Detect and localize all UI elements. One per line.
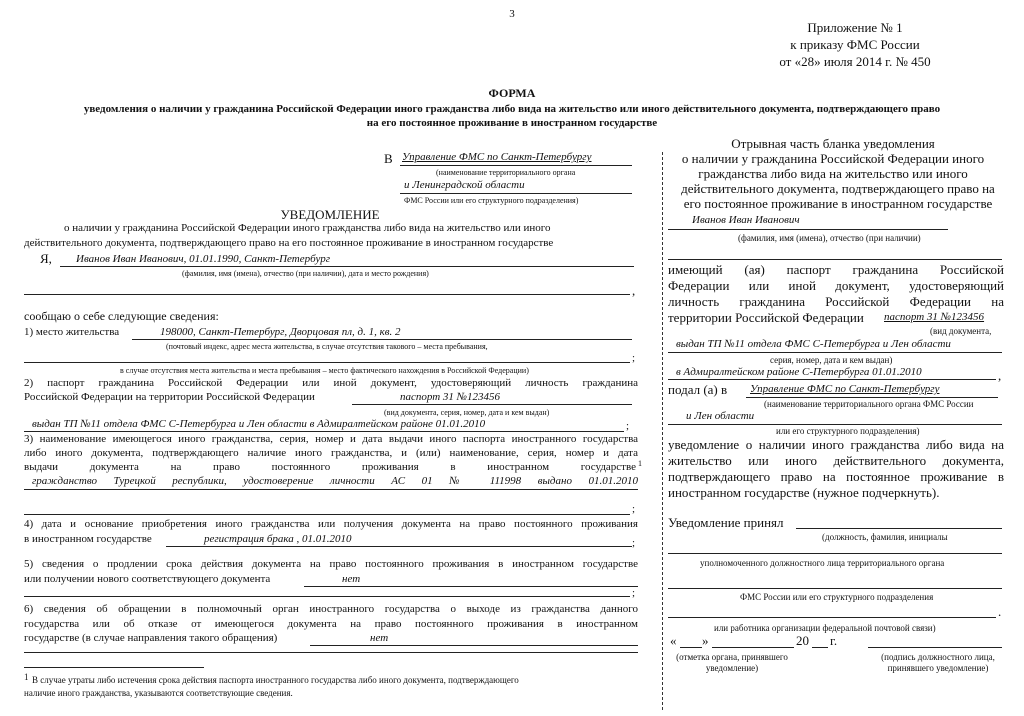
p2-text: 2) паспорт гражданина Российской Федерации или иной документ, удостоверяющий личность гражданина (24, 377, 638, 389)
field-line (668, 424, 1002, 425)
to-field-2[interactable]: и Ленинградской области (404, 179, 525, 191)
p3-text: выдачи документа на право постоянного проживания в иностранном государстве (24, 461, 636, 473)
p1-residence-field[interactable]: 198000, Санкт-Петербург, Дворцовая пл, д. 1, кв. 2 (160, 326, 401, 338)
footnote-separator (24, 667, 204, 668)
field-line (24, 489, 638, 490)
tear-passport-text: имеющий (ая) паспорт гражданина Российской (668, 262, 1004, 277)
notice-title: УВЕДОМЛЕНИЕ (280, 207, 380, 222)
field-line (352, 404, 632, 405)
tear-off-title: о наличии у гражданина Российской Федерации иного (681, 151, 985, 166)
tear-submitted-field[interactable]: Управление ФМС по Санкт-Петербургу (750, 383, 940, 395)
field-line (24, 431, 624, 432)
field-line (796, 528, 1002, 529)
to-hint-2: ФМС России или его структурного подразделения) (404, 196, 579, 205)
field-line (24, 362, 630, 363)
field-line (24, 596, 630, 597)
tear-off-title: гражданства либо вида на жительство или иного (698, 166, 968, 181)
year-suffix: г. (830, 633, 838, 648)
report-text: сообщаю о себе следующие сведения: (24, 309, 219, 323)
p5-text: 5) сведения о продлении срока действия документа на право постоянного проживания в иностранном государстве (24, 558, 638, 570)
tear-submitted-label: подал (а) в (668, 382, 728, 397)
semicolon: ; (626, 420, 630, 432)
p2-passport-field[interactable]: паспорт 31 №123456 (400, 391, 501, 403)
p4-acquisition-field[interactable]: регистрация брака , 01.01.2010 (204, 533, 352, 545)
tear-name-hint: (фамилия, имя (имена), отчество (при наличии) (738, 233, 921, 243)
appendix-line: Приложение № 1 (807, 20, 903, 35)
notice-text: о наличии у гражданина Российской Федерации иного гражданства либо вида на жительство или иного (64, 222, 551, 234)
tear-passport-text: личность гражданина Российской Федерации на (668, 294, 1004, 309)
p5-text: или получении нового соответствующего документа (24, 573, 271, 585)
semicolon: ; (632, 537, 636, 549)
p6-text: 6) сведения об обращении в полномочный орган иностранного государства о выходе из гражданства данного (24, 603, 638, 615)
comma: , (998, 368, 1002, 383)
field-line (400, 165, 632, 166)
tear-notice-text: иностранном государстве (нужное подчеркнуть). (668, 485, 940, 500)
date-close: » (702, 633, 709, 648)
tear-region-field[interactable]: и Лен области (686, 410, 755, 422)
p4-text: в иностранном государстве (24, 533, 152, 545)
tear-passport-text: Федерации или иной документ, удостоверяющий (668, 278, 1004, 293)
tear-doc-hint: (вид документа, (930, 326, 992, 336)
date-month-line (712, 647, 794, 648)
ya-prefix: Я, (40, 251, 52, 266)
to-prefix: В (384, 151, 393, 166)
sign-hint: принявшего уведомление) (887, 663, 989, 673)
field-line (24, 514, 630, 515)
semicolon: ; (632, 503, 636, 515)
fio-hint: (фамилия, имя (имена), отчество (при наличии), дата и место рождения) (182, 269, 429, 278)
p5-renewal-field[interactable]: нет (342, 573, 361, 585)
appendix-line: к приказу ФМС России (790, 37, 920, 52)
form-title: ФОРМА (488, 86, 536, 100)
tear-notice-text: уведомление о наличии иного гражданства либо вида на (668, 437, 1004, 452)
sign-hint: (подпись должностного лица, (881, 652, 995, 662)
field-line (668, 379, 996, 380)
page-number: 3 (509, 8, 515, 20)
field-line (668, 617, 996, 618)
accepted-label: Уведомление принял (668, 515, 784, 530)
tear-passport-text: территории Российской Федерации (668, 310, 864, 325)
tear-notice-text: подтверждающего право на постоянное проживание в (668, 469, 1004, 484)
fms-hint: ФМС России или его структурного подразделения (740, 592, 934, 602)
tear-off-title: действительного документа, подтверждающего право на (681, 181, 995, 196)
field-line (132, 339, 632, 340)
mark-hint: (отметка органа, принявшего (676, 652, 788, 662)
p2-text: Российской Федерации на территории Российской Федерации (24, 391, 315, 403)
footnote-text: наличие иного гражданства, указываются соответствующие сведения. (24, 688, 293, 698)
post-hint: или работника организации федеральной почтовой связи) (714, 623, 936, 633)
signature-line (868, 647, 1002, 648)
footnote-mark: 1 (638, 459, 642, 468)
footnote-text: В случае утраты либо истечения срока действия паспорта иностранного государства либо иного документа, подтверждающего (32, 675, 519, 685)
field-line (668, 229, 948, 230)
to-hint-1: (наименование территориального органа (436, 168, 576, 177)
footnote-mark: 1 (24, 672, 29, 682)
p6-text: государства или об отказе от имеющегося документа на право постоянного проживания в иностранном (24, 618, 638, 630)
field-line (24, 294, 630, 295)
p3-text: 3) наименование имеющегося иного гражданства, серия, номер и дата выдачи иного паспорта иностранного государства (24, 433, 638, 445)
field-line (310, 645, 638, 646)
tear-name-field[interactable]: Иванов Иван Иванович (692, 214, 800, 226)
appendix-line: от «28» июля 2014 г. № 450 (779, 54, 931, 69)
p3-citizenship-field[interactable]: гражданство Турецкой республики, удостоверение личности АС 01 № 111998 выдано 01.01.2010 (32, 475, 638, 487)
dot: . (998, 604, 1002, 619)
p6-text: государстве (в случае направления такого обращения) (24, 632, 278, 644)
field-line (668, 553, 1002, 554)
p2-hint: (вид документа, серия, номер, дата и кем выдан) (384, 408, 550, 417)
tear-region-hint: или его структурного подразделения) (776, 426, 920, 436)
field-line (668, 588, 1002, 589)
field-line (400, 193, 632, 194)
semicolon: ; (632, 352, 636, 364)
field-line (24, 652, 638, 653)
tear-off-title: Отрывная часть бланка уведомления (731, 136, 935, 151)
fio-field[interactable]: Иванов Иван Иванович, 01.01.1990, Санкт-Петербург (76, 253, 330, 265)
field-line (746, 397, 998, 398)
p2-issued-field[interactable]: выдан ТП №11 отдела ФМС С-Петербурга и Лен области в Адмиралтейском районе 01.01.2010 (32, 418, 486, 430)
date-open: « (670, 633, 677, 648)
tear-issued-field[interactable]: выдан ТП №11 отдела ФМС С-Петербурга и Лен области (676, 338, 951, 350)
date-day-line (680, 647, 702, 648)
tear-notice-text: жительство или иного действительного документа, (668, 453, 1004, 468)
accepted-hint: (должность, фамилия, инициалы (822, 532, 948, 542)
field-line (668, 259, 1002, 260)
p3-text: либо иного документа, подтверждающего наличие иного гражданства, и (или) наименование, серия, номер и дата (24, 447, 638, 459)
official-hint: уполномоченного должностного лица территориального органа (700, 558, 945, 568)
tear-submitted-hint: (наименование территориального органа ФМС России (764, 399, 974, 409)
p6-appeal-field[interactable]: нет (370, 632, 389, 644)
notice-text: действительного документа, подтверждающего право на его постоянное проживание в иностранном государстве (24, 237, 554, 249)
mark-hint: уведомление) (705, 663, 759, 673)
field-line (668, 352, 1002, 353)
p4-text: 4) дата и основание приобретения иного гражданства или получения документа на право постоянного проживания (24, 518, 638, 530)
p1-hint: (почтовый индекс, адрес места жительства, в случае отсутствия такового – места пребывания, (166, 342, 488, 351)
field-line (166, 546, 632, 547)
comma: , (632, 283, 636, 298)
tear-district-field[interactable]: в Адмиралтейском районе С-Петербурга 01.01.2010 (676, 366, 922, 378)
form-subtitle: уведомления о наличии у гражданина Российской Федерации иного гражданства либо вида на жительство или иного действительного документа, подтверждающего право (83, 103, 941, 115)
field-line (60, 266, 634, 267)
field-line (304, 586, 638, 587)
semicolon: ; (632, 587, 636, 599)
year-prefix: 20 (796, 633, 809, 648)
tear-off-divider (662, 152, 663, 710)
tear-passport-field[interactable]: паспорт 31 №123456 (884, 311, 985, 323)
p1-label: 1) место жительства (24, 326, 120, 338)
form-subtitle: на его постоянное проживание в иностранном государстве (366, 117, 658, 129)
date-year-line (812, 647, 828, 648)
tear-issued-hint: серия, номер, дата и кем выдан) (770, 355, 893, 365)
tear-off-title: его постоянное проживание в иностранном государстве (683, 196, 993, 211)
to-field-1[interactable]: Управление ФМС по Санкт-Петербургу (402, 151, 592, 163)
p1-hint-2: в случае отсутствия места жительства и места пребывания – место фактического нахождения в Российской Федерации) (120, 366, 529, 375)
